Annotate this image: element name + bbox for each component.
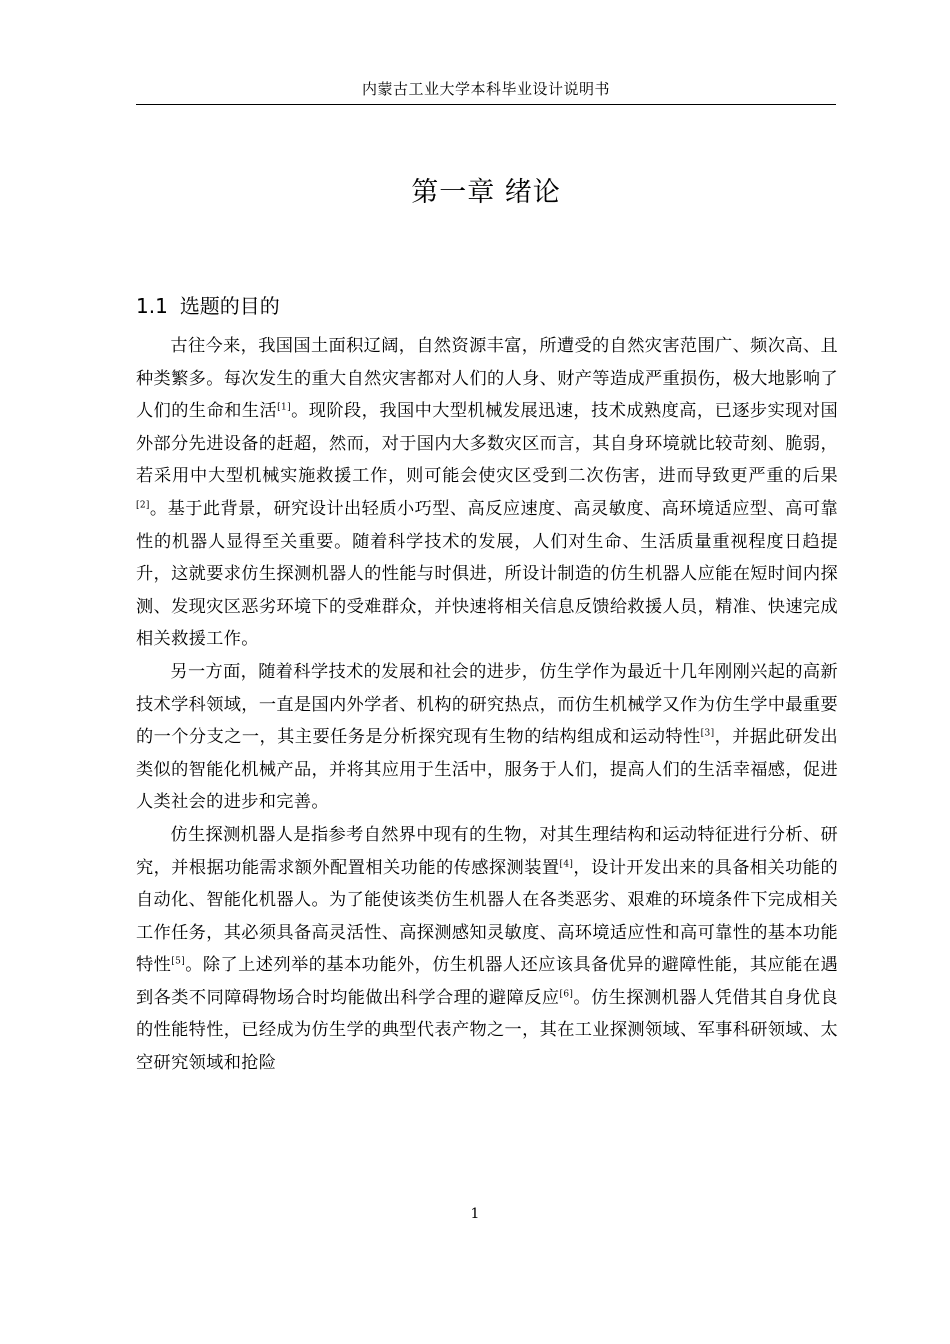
citation: [3] bbox=[700, 728, 715, 739]
section-number: 1.1 bbox=[136, 294, 168, 318]
paragraph-segment: ，并据此研发出类似的智能化机械产品，并将其应用于生活中，服务于人们，提高人们的生活幸福感，促进人类社会的进步和完善。 bbox=[136, 727, 839, 813]
running-header: 内蒙古工业大学本科毕业设计说明书 bbox=[361, 80, 610, 98]
chapter-title: 第一章 绪论 bbox=[411, 177, 561, 208]
citation: [1] bbox=[277, 402, 291, 413]
citation: [2] bbox=[136, 500, 150, 511]
paragraph-segment: 。现阶段，我国中大型机械发展迅速，技术成熟度高，已逐步实现对国外部分先进设备的赶超，然而，对于国内大多数灾区而言，其自身环境就比较苛刻、脆弱，若采用中大型机械实施救援工作，则可能会使灾区受到二次伤害，进而导致更严重的后果 bbox=[136, 401, 838, 487]
paragraph-segment: 。除了上述列举的基本功能外，仿生机器人还应该具备优异的避障性能，其应能在遇到各类不同障碍物场合时均能做出科学合理的避障反应 bbox=[136, 955, 839, 1008]
citation: [6] bbox=[559, 989, 574, 1000]
header-rule bbox=[136, 104, 836, 105]
paragraph-segment: 古往今来，我国国土面积辽阔，自然资源丰富，所遭受的自然灾害范围广、频次高、且种类繁多。每次发生的重大自然灾害都对人们的人身、财产等造成严重损伤，极大地影响了人们的生命和生活 bbox=[136, 336, 838, 422]
paragraph-2 bbox=[136, 656, 838, 819]
body-text bbox=[136, 330, 838, 1080]
section-heading bbox=[136, 290, 280, 319]
citation: [4] bbox=[559, 858, 574, 869]
paragraph-segment: ，设计开发出来的具备相关功能的自动化、智能化机器人。为了能使该类仿生机器人在各类恶劣、艰难的环境条件下完成相关工作任务，其必须具备高灵活性、高探测感知灵敏度、高环境适应性和高可靠性的基本功能特性 bbox=[136, 857, 838, 976]
paragraph-segment: 另一方面，随着科学技术的发展和社会的进步，仿生学作为最近十几年刚刚兴起的高新技术学科领域，一直是国内外学者、机构的研究热点，而仿生机械学又作为仿生学中最重要的一个分支之一，其主要任务是分析探究现有生物的结构组成和运动特性 bbox=[136, 661, 838, 748]
paragraph-segment: 。基于此背景，研究设计出轻质小巧型、高反应速度、高灵敏度、高环境适应型、高可靠性的机器人显得至关重要。随着科学技术的发展，人们对生命、生活质量重视程度日趋提升，这就要求仿生探测机器人的性能与时俱进，所设计制造的仿生机器人应能在短时间内探测、发现灾区恶劣环境下的受难群众，并快速将相关信息反馈给救援人员，精准、快速完成相关救援工作。 bbox=[136, 498, 838, 650]
paragraph-3 bbox=[136, 819, 838, 1080]
section-title: 选题的目的 bbox=[179, 294, 280, 318]
paragraph-segment: 。仿生探测机器人凭借其自身优良的性能特性，已经成为仿生学的典型代表产物之一，其在工业探测领域、军事科研领域、太空研究领域和抢险 bbox=[136, 987, 838, 1074]
paragraph-1 bbox=[136, 330, 838, 656]
paragraph-segment: 仿生探测机器人是指参考自然界中现有的生物，对其生理结构和运动特征进行分析、研究，并根据功能需求额外配置相关功能的传感探测装置 bbox=[136, 824, 838, 878]
citation: [5] bbox=[171, 956, 186, 967]
page-number: 1 bbox=[470, 1206, 480, 1222]
